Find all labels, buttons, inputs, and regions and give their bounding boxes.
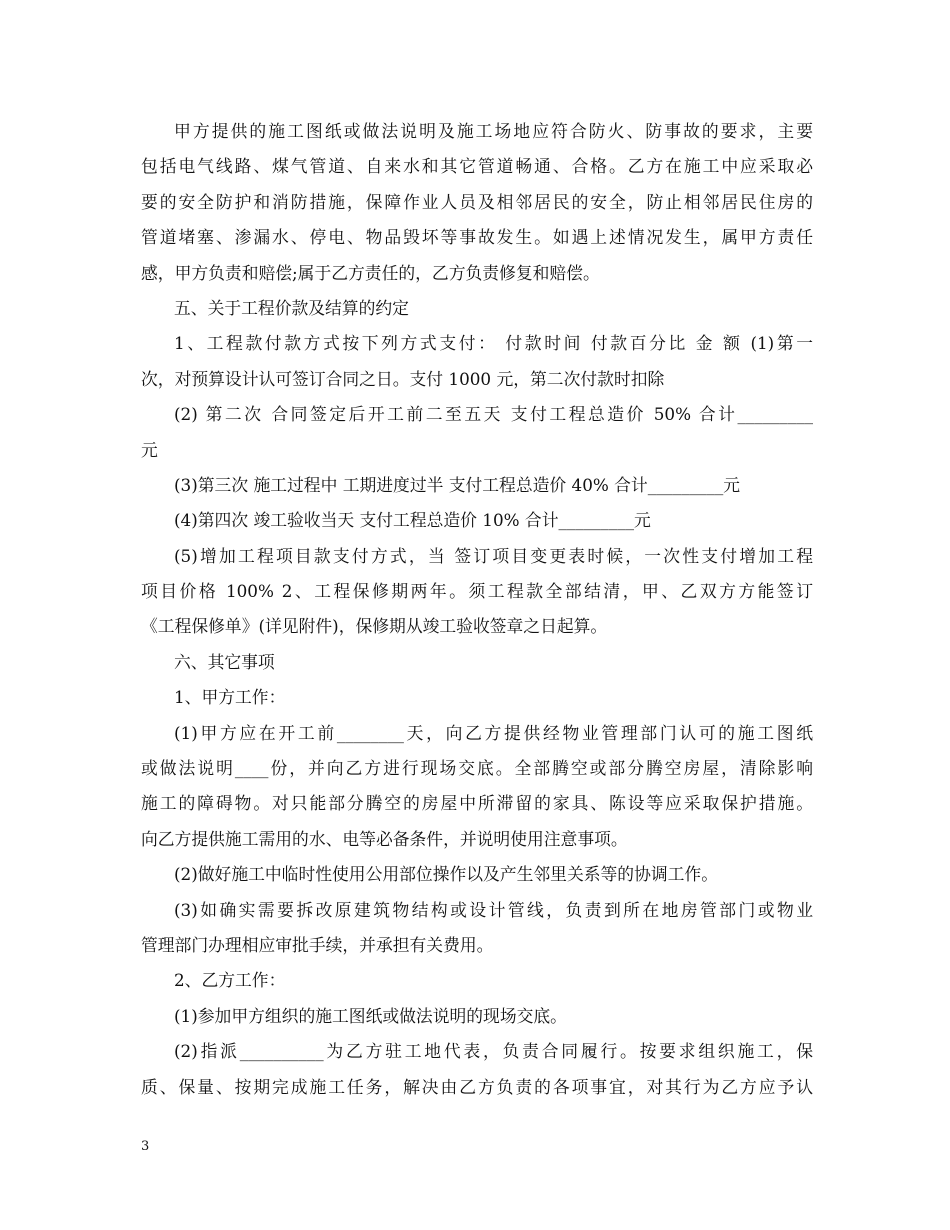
text-line: (2) 第二次 合同签定后开工前二至五天 支付工程总造价 50% 合计_________ <box>174 404 813 425</box>
text-line: 质、保量、按期完成施工任务，解决由乙方负责的各项事宜，对其行为乙方应予认 <box>141 1076 813 1097</box>
text-line: 向乙方提供施工需用的水、电等必备条件，并说明使用注意事项。 <box>141 828 628 849</box>
text-line: (4)第四次 竣工验收当天 支付工程总造价 10% 合计_________元 <box>174 510 651 531</box>
text-line: (3)第三次 施工过程中 工期进度过半 支付工程总造价 40% 合计_________元 <box>174 474 741 495</box>
text-line: 甲方提供的施工图纸或做法说明及施工场地应符合防火、防事故的要求，主要 <box>174 121 813 141</box>
text-line: (2)指派__________为乙方驻工地代表，负责合同履行。按要求组织施工，保 <box>174 1041 813 1062</box>
text-line: 六、其它事项 <box>174 651 275 672</box>
document-body <box>141 114 813 1105</box>
text-line: 元 <box>141 439 158 460</box>
text-line: 2、乙方工作： <box>174 970 286 991</box>
text-line: 施工的障碍物。对只能部分腾空的房屋中所滞留的家具、陈设等应采取保护措施。 <box>141 793 813 814</box>
text-line: 管道堵塞、渗漏水、停电、物品毁坏等事故发生。如遇上述情况发生，属甲方责任 <box>141 227 813 248</box>
text-line: 要的安全防护和消防措施，保障作业人员及相邻居民的安全，防止相邻居民住房的 <box>141 191 813 212</box>
text-line: 次，对预算设计认可签订合同之日。支付 1000 元，第二次付款时扣除 <box>141 368 665 389</box>
text-line: 五、关于工程价款及结算的约定 <box>174 297 409 318</box>
text-line: (1)甲方应在开工前________天，向乙方提供经物业管理部门认可的施工图纸 <box>174 722 813 743</box>
text-line: (3)如确实需要拆改原建筑物结构或设计管线，负责到所在地房管部门或物业 <box>174 899 813 920</box>
text-line: 1、甲方工作： <box>174 687 286 708</box>
text-line: 项目价格 100% 2、工程保修期两年。须工程款全部结清，甲、乙双方方能签订 <box>141 581 813 602</box>
text-line: (1)参加甲方组织的施工图纸或做法说明的现场交底。 <box>174 1005 567 1026</box>
text-line: (5)增加工程项目款支付方式，当 签订项目变更表时候，一次性支付增加工程 <box>174 545 813 566</box>
text-line: 包括电气线路、煤气管道、自来水和其它管道畅通、合格。乙方在施工中应采取必 <box>141 156 813 177</box>
text-line: 感，甲方负责和赔偿;属于乙方责任的，乙方负责修复和赔偿。 <box>141 262 600 283</box>
text-line: 管理部门办理相应审批手续，并承担有关费用。 <box>141 934 494 955</box>
text-line: 或做法说明____份，并向乙方进行现场交底。全部腾空或部分腾空房屋，清除影响 <box>141 758 813 779</box>
page-number: 3 <box>141 1139 150 1154</box>
text-line: 1、工程款付款方式按下列方式支付： 付款时间 付款百分比 金 额 (1)第一 <box>174 333 813 354</box>
text-line: 《工程保修单》(详见附件)，保修期从竣工验收签章之日起算。 <box>141 616 608 637</box>
text-line: (2)做好施工中临时性使用公用部位操作以及产生邻里关系等的协调工作。 <box>174 864 718 885</box>
